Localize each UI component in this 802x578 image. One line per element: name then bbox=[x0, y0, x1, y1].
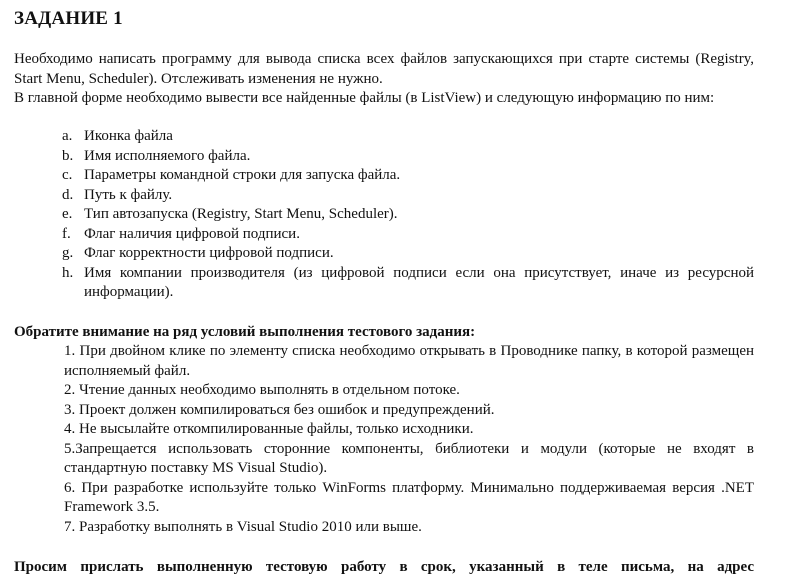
list-marker: f. bbox=[62, 225, 71, 242]
list-item bbox=[62, 147, 754, 167]
conditions-heading: Обратите внимание на ряд условий выполнения тестового задания: bbox=[14, 324, 476, 340]
list-item bbox=[62, 186, 754, 206]
list-item bbox=[62, 166, 754, 186]
list-marker: a. bbox=[62, 128, 73, 144]
list-item-text: Тип автозапуска (Registry, Start Menu, Scheduler). bbox=[84, 206, 398, 222]
conditions-list bbox=[64, 342, 754, 537]
info-items-list bbox=[62, 127, 754, 303]
list-item bbox=[62, 244, 754, 264]
list-item-text: Путь к файлу. bbox=[84, 186, 173, 203]
submission-note: Просим прислать выполненную тестовую работу в срок, указанный в теле письма, на адрес bbox=[14, 559, 754, 575]
list-item-text: Параметры командной строки для запуска файла. bbox=[84, 167, 401, 183]
list-item-text: Флаг корректности цифровой подписи. bbox=[84, 245, 334, 261]
list-marker: g. bbox=[62, 245, 74, 261]
condition-item: 5.Запрещается использовать сторонние компоненты, библиотеки и модули (которые не входят в стандартную поставку MS Visual Studio). bbox=[64, 440, 754, 476]
list-item bbox=[62, 127, 754, 147]
list-item bbox=[62, 264, 754, 303]
list-marker: d. bbox=[62, 186, 74, 203]
condition-item: 3. Проект должен компилироваться без ошибок и предупреждений. bbox=[64, 401, 495, 418]
list-marker: b. bbox=[62, 147, 74, 164]
condition-item: 4. Не высылайте откомпилированные файлы, только исходники. bbox=[64, 421, 474, 437]
condition-item: 1. При двойном клике по элементу списка необходимо открывать в Проводнике папку, в которой размещен исполняемый файл. bbox=[64, 343, 754, 379]
list-item-text: Имя компании производителя (из цифровой подписи если она присутствует, иначе из ресурсной информации). bbox=[84, 264, 754, 300]
page-title: ЗАДАНИЕ 1 bbox=[14, 8, 123, 29]
list-item bbox=[62, 225, 754, 245]
list-item-text: Имя исполняемого файла. bbox=[84, 147, 251, 164]
main-form-paragraph: В главной форме необходимо вывести все найденные файлы (в ListView) и следующую информацию по ним: bbox=[14, 90, 715, 106]
list-item-text: Флаг наличия цифровой подписи. bbox=[84, 225, 300, 242]
list-item-text: Иконка файла bbox=[84, 128, 173, 144]
list-marker: e. bbox=[62, 206, 73, 222]
list-marker: h. bbox=[62, 264, 74, 281]
condition-item: 7. Разработку выполнять в Visual Studio 2010 или выше. bbox=[64, 518, 422, 535]
list-item bbox=[62, 205, 754, 225]
list-marker: c. bbox=[62, 167, 73, 183]
intro-paragraph: Необходимо написать программу для вывода списка всех файлов запускающихся при старте системы (Registry, Start Menu, Scheduler). Отслеживать изменения не нужно. bbox=[14, 51, 754, 87]
condition-item: 6. При разработке используйте только WinForms платформу. Минимально поддерживаемая версия .NET Framework 3.5. bbox=[64, 479, 754, 515]
condition-item: 2. Чтение данных необходимо выполнять в отдельном потоке. bbox=[64, 382, 460, 398]
